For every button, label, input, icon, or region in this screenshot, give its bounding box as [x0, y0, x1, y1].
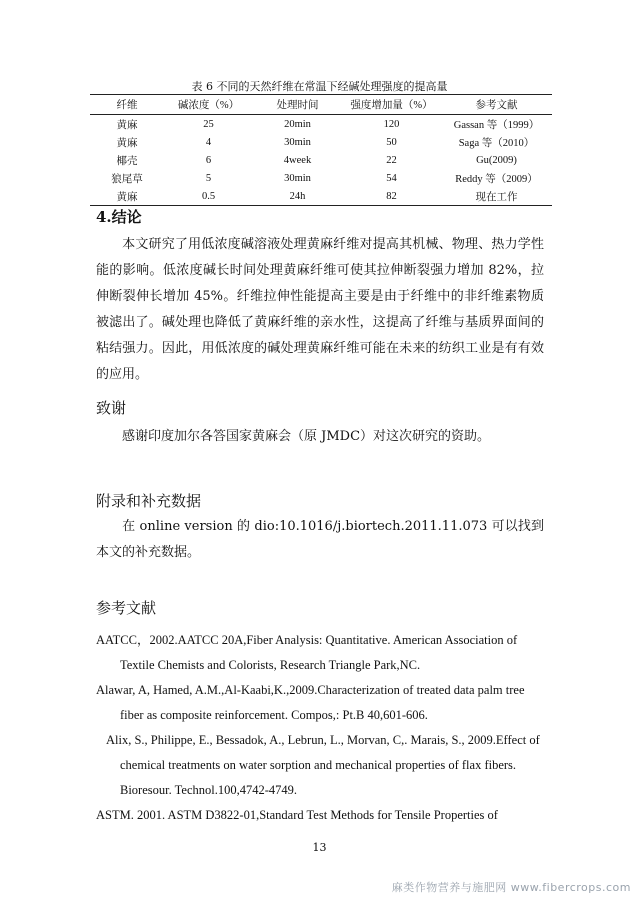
cell: 30min: [284, 172, 311, 184]
cell: Gassan 等（1999）: [453, 119, 540, 131]
header-strength-increase: 强度增加量（%）: [342, 95, 441, 115]
reference-item: ASTM. 2001. ASTM D3822-01,Standard Test Methods for Tensile Properties of: [96, 808, 498, 822]
cell: Gu(2009): [476, 154, 517, 166]
cell: 黄麻: [90, 187, 164, 206]
cell: 4week: [283, 154, 312, 166]
acknowledgement-paragraph: [96, 424, 544, 450]
reference-list: [96, 628, 544, 828]
table-row: [90, 115, 552, 134]
cell: 24h: [253, 187, 342, 206]
table-row: [90, 151, 552, 169]
fiber-strength-table: [90, 94, 552, 206]
header-reference: 参考文献: [441, 95, 552, 115]
site-watermark: 麻类作物营养与施肥网 www.fibercrops.com: [391, 881, 631, 894]
conclusion-heading: 4.结论: [96, 208, 142, 226]
acknowledgement-text: 感谢印度加尔各答国家黄麻会（原 JMDC）对这次研究的资助。: [122, 429, 491, 444]
cell: Reddy 等（2009）: [455, 173, 538, 185]
conclusion-text: 本文研究了用低浓度碱溶液处理黄麻纤维对提高其机械、物理、热力学性能的影响。低浓度碱长时间处理黄麻纤维可使其拉伸断裂强力增加 82%，拉伸断裂伸长增加 45%。纤维拉伸性能提高主要是由于纤维中的非纤维素物质被滤出了。碱处理也降低了黄麻纤维的亲水性，这提高了纤维与基质界面间的粘结强力。因此，用低浓度的碱处理黄麻纤维可能在未来的纺织工业是有有效的应用。: [96, 237, 544, 382]
cell: 4: [205, 136, 212, 148]
cell: 22: [386, 154, 397, 166]
cell: 6: [205, 154, 212, 166]
header-treatment-time: 处理时间: [253, 95, 342, 115]
conclusion-paragraph: [96, 232, 544, 388]
table-row: [90, 169, 552, 187]
reference-item: AATCC，2002.AATCC 20A,Fiber Analysis: Quantitative. American Association of Textile Chemists and Colorists, Research Triangle Park,NC.: [96, 633, 518, 672]
table-row: [90, 133, 552, 151]
acknowledgement-heading: 致谢: [96, 399, 127, 417]
cell: 黄麻: [116, 119, 138, 131]
header-fiber: 纤维: [90, 95, 164, 115]
table-header-row: [90, 95, 552, 115]
appendix-paragraph: [96, 514, 544, 566]
cell: 黄麻: [116, 137, 138, 149]
cell: 现在工作: [441, 187, 552, 206]
appendix-text: 在 online version 的 dio:10.1016/j.biortech.2011.11.073 可以找到本文的补充数据。: [96, 519, 544, 560]
page-number: 13: [312, 841, 327, 854]
appendix-heading: 附录和补充数据: [96, 492, 202, 510]
cell: 54: [386, 172, 397, 184]
cell: 50: [386, 136, 397, 148]
references-heading: 参考文献: [96, 599, 157, 617]
cell: 狼尾草: [111, 173, 143, 185]
reference-item: Alawar, A, Hamed, A.M.,Al-Kaabi,K.,2009.Characterization of treated data palm tree fiber as composite reinforcement. Compos,: Pt.B 40,601-606.: [96, 683, 525, 722]
cell: 30min: [284, 136, 311, 148]
cell: 0.5: [164, 187, 253, 206]
table-row: [90, 187, 552, 206]
cell: 25: [203, 118, 214, 130]
cell: 82: [342, 187, 441, 206]
header-alkali-concentration: 碱浓度（%）: [164, 95, 253, 115]
cell: 20min: [284, 118, 311, 130]
cell: 5: [205, 172, 212, 184]
cell: 椰壳: [116, 155, 138, 167]
table-caption: 表 6 不同的天然纤维在常温下经碱处理强度的提高量: [191, 80, 448, 93]
reference-item: Alix, S., Philippe, E., Bessadok, A., Lebrun, L., Morvan, C,. Marais, S., 2009.Effect of chemical treatments on water sorption and mechanical properties of flax fibers. Bioresour. Technol.100,4742-4749.: [106, 733, 540, 797]
cell: 120: [383, 118, 400, 130]
cell: Saga 等（2010）: [458, 137, 535, 149]
